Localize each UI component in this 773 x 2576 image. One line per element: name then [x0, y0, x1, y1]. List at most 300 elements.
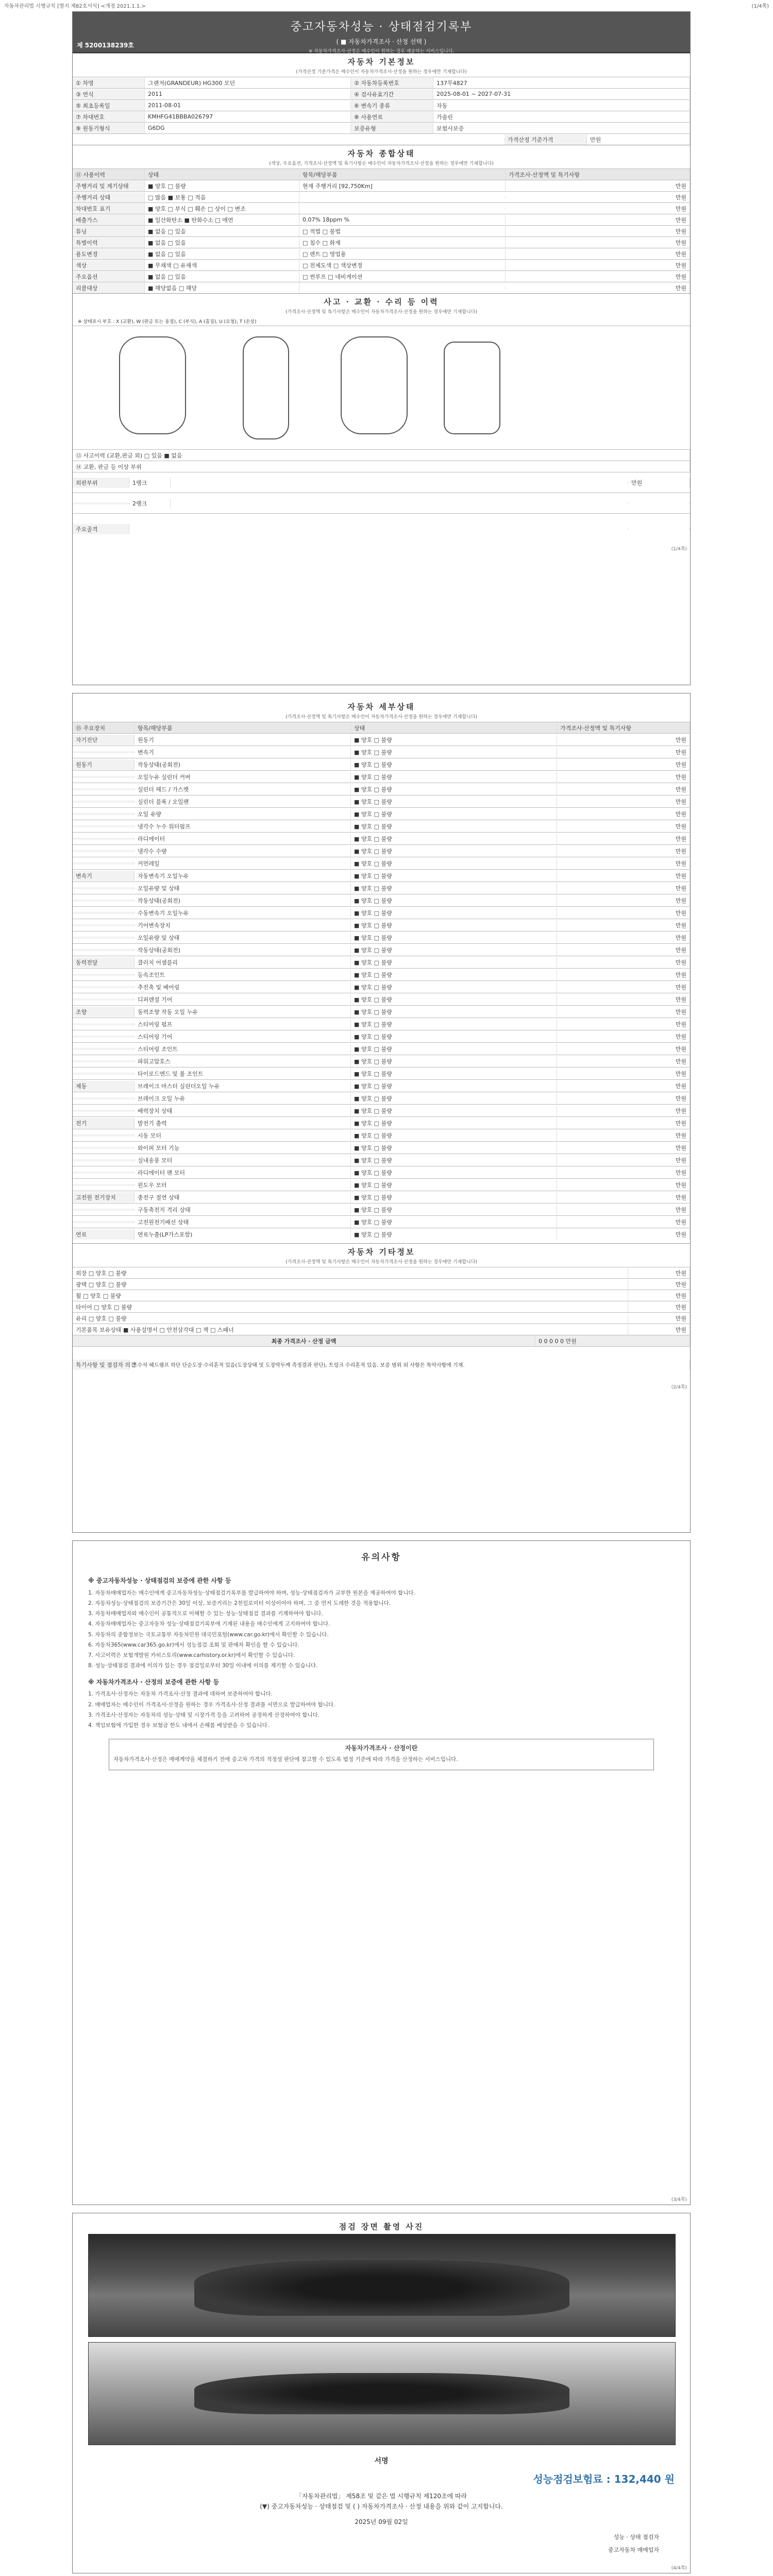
detail-item: 커먼레일 — [135, 858, 351, 869]
summary-section — [73, 145, 690, 293]
page-3 — [72, 1540, 691, 2205]
detail-amount: 만원 — [557, 1155, 690, 1165]
summary-row — [73, 202, 690, 214]
group-label — [73, 776, 135, 778]
special-notes: 조수석 헤드램프 하단 단순도장·수리흔적 있음(도장상태 및 도장막두께 측정결과 판단), 트렁크 수리흔적 있음. 보증 범위 외 사항은 특약사항에 기재. — [129, 1360, 690, 1369]
detail-item: 고전원전기배선 상태 — [135, 1217, 351, 1227]
detail-state: ■ 양호 □ 불량 — [351, 1031, 557, 1042]
detail-state: ■ 양호 □ 불량 — [351, 1143, 557, 1153]
notice-item: 7. 사고이력은 보험개발원 카히스토리(www.carhistory.or.kr)에서 확인할 수 있습니다. — [88, 1652, 295, 1659]
group-label: 조향 — [73, 1007, 135, 1017]
detail-amount: 만원 — [557, 1205, 690, 1215]
group-label — [73, 1036, 135, 1038]
notice-box-text: 자동차가격조사·산정은 매매계약을 체결하기 전에 중고차 가격의 적정성 판단에 참고할 수 있도록 법정 기준에 따라 가격을 산정하는 서비스입니다. — [113, 1756, 458, 1762]
summary-row — [73, 214, 690, 225]
summary-state: ■ 무채색 □ 유채색 — [145, 260, 299, 270]
detail-state: ■ 양호 □ 불량 — [351, 1081, 557, 1091]
group-label: 전기 — [73, 1118, 135, 1128]
detail-state: ■ 양호 □ 불량 — [351, 1019, 557, 1029]
detail-item: 작동상태(공회전) — [135, 895, 351, 906]
frame-label: 주요골격 — [73, 524, 129, 534]
detail-row — [73, 1104, 690, 1116]
notice-item: 6. 자동차365(www.car365.go.kr)에서 성능점검 조회 및 판매자 확인을 할 수 있습니다. — [88, 1641, 299, 1648]
group-label — [73, 1097, 135, 1099]
detail-amount: 만원 — [557, 920, 690, 930]
summary-state: □ 많음 ■ 보통 □ 적음 — [145, 192, 299, 202]
header-cell: ⑪ 사용이력 — [73, 170, 145, 180]
etc-amount: 만원 — [628, 1279, 690, 1290]
detail-item: 오일 유량 — [135, 809, 351, 819]
detail-row — [73, 1018, 690, 1030]
basic-row — [73, 77, 690, 88]
summary-row — [73, 259, 690, 270]
summary-detail: □ 침수 □ 화재 — [299, 238, 506, 248]
detail-row — [73, 783, 690, 795]
detail-item: 배력장치 상태 — [135, 1106, 351, 1116]
detail-row — [73, 832, 690, 844]
summary-detail: □ 썬루프 □ 네비게이션 — [299, 272, 506, 282]
group-label: 자기진단 — [73, 735, 135, 745]
detail-item: 기어변속장치 — [135, 920, 351, 930]
summary-detail: 0.07% 18ppm % — [299, 215, 506, 224]
document-topbar — [0, 0, 773, 10]
field-value: 가솔린 — [433, 112, 690, 122]
group-label: 동력전달 — [73, 957, 135, 968]
summary-detail: □ 적법 □ 불법 — [299, 226, 506, 236]
detail-state: ■ 양호 □ 불량 — [351, 747, 557, 757]
outer-label: 외판부위 — [73, 478, 129, 488]
detail-amount: 만원 — [557, 1229, 690, 1240]
repair-parts: ⑭ 교환, 판금 등 이상 부위 — [73, 462, 690, 472]
summary-amount: 만원 — [506, 272, 690, 282]
field-label: 보증유형 — [351, 123, 433, 133]
field-label: ⑥ 변속기 종류 — [351, 100, 433, 111]
detail-state: ■ 양호 □ 불량 — [351, 994, 557, 1005]
detail-item: 윈도우 모터 — [135, 1180, 351, 1190]
detail-state: ■ 양호 □ 불량 — [351, 933, 557, 943]
section-title: 자동차 종합상태 — [347, 149, 415, 158]
summary-state: ■ 없음 □ 있음 — [145, 272, 299, 282]
detail-state: ■ 양호 □ 불량 — [351, 759, 557, 770]
insurance-fee: 성능점검보험료 : 132,440 원 — [533, 2473, 675, 2485]
summary-item: 주행거리 및 계기상태 — [73, 181, 145, 191]
document-number: 제 5200138239호 — [77, 42, 134, 49]
page-footer: (2/4쪽) — [671, 1385, 687, 1390]
group-label — [73, 801, 135, 803]
summary-row — [73, 270, 690, 282]
summary-detail: 현재 주행거리 [92,750Km] — [299, 181, 506, 191]
page-4 — [72, 2213, 691, 2573]
detail-state: ■ 양호 □ 불량 — [351, 834, 557, 844]
summary-item: 튜닝 — [73, 226, 145, 236]
group-label — [73, 751, 135, 753]
detail-state: ■ 양호 □ 불량 — [351, 1155, 557, 1165]
summary-row — [73, 236, 690, 248]
detail-item: 원동기 — [135, 735, 351, 745]
detail-state: ■ 양호 □ 불량 — [351, 1180, 557, 1190]
detail-amount: 만원 — [557, 858, 690, 869]
header-cell: ⑮ 주요장치 — [73, 723, 135, 733]
field-value: 그랜저(GRANDEUR) HG300 모던 — [145, 78, 351, 88]
summary-detail — [299, 196, 506, 198]
summary-state: ■ 일산화탄소 ■ 탄화수소 □ 매연 — [145, 215, 299, 225]
inspection-photo-2 — [88, 2342, 676, 2445]
summary-item: 주행거리 상태 — [73, 192, 145, 202]
frame-row — [73, 513, 690, 544]
group-label: 고전원 전기장치 — [73, 1192, 135, 1202]
summary-row — [73, 191, 690, 202]
detail-amount: 만원 — [557, 821, 690, 832]
summary-item: 배출가스 — [73, 215, 145, 225]
detail-amount: 만원 — [557, 895, 690, 906]
detail-amount: 만원 — [557, 1056, 690, 1066]
detail-row — [73, 770, 690, 783]
group-label — [73, 986, 135, 988]
detail-state: ■ 양호 □ 불량 — [351, 1192, 557, 1202]
section-title: 자동차 기본정보 — [347, 57, 415, 66]
etc-row — [73, 1278, 690, 1290]
field-value: 보험사보증 — [433, 123, 690, 133]
etc-item: 기본품목 보유상태 ■ 사용설명서 □ 안전삼각대 □ 잭 □ 스패너 — [73, 1325, 628, 1335]
detail-row — [73, 1166, 690, 1178]
detail-amount: 만원 — [557, 1118, 690, 1128]
field-label: ⑧ 사용연료 — [351, 112, 433, 122]
detail-item: 추진축 및 베어링 — [135, 982, 351, 992]
price-value: 만원 — [587, 134, 690, 145]
section-note: (가격조사·산정액 및 특기사항은 매수인이 자동차가격조사·산정을 원하는 경우에만 기재합니다) — [285, 1260, 477, 1265]
detail-item: 라디에이터 팬 모터 — [135, 1167, 351, 1178]
accident-history-row — [73, 449, 690, 461]
detail-row — [73, 919, 690, 931]
detail-item: 등속조인트 — [135, 970, 351, 980]
notice-item: 2. 매매업자는 매수인이 가격조사·산정을 원하는 경우 가격조사·산정 결과를 서면으로 발급하여야 합니다. — [88, 1701, 335, 1708]
summary-item: 특별이력 — [73, 238, 145, 248]
page-footer: (3/4쪽) — [671, 2197, 687, 2202]
detail-state: ■ 양호 □ 불량 — [351, 1106, 557, 1116]
etc-row — [73, 1267, 690, 1278]
detail-state: ■ 양호 □ 불량 — [351, 1217, 557, 1227]
form-reference: 자동차관리법 시행규칙 [별지 제82호서식] <개정 2021.1.1.> — [4, 4, 146, 9]
summary-state: ■ 없음 □ 있음 — [145, 238, 299, 248]
document-title: 중고자동차성능 · 상태점검기록부 — [290, 21, 473, 33]
notice-item: 2. 자동차성능·상태점검의 보증기간은 30일 이상, 보증거리는 2천킬로미터 이상이어야 하며, 그 중 먼저 도래한 것을 적용합니다. — [88, 1600, 391, 1606]
detail-row — [73, 869, 690, 882]
detail-row — [73, 1042, 690, 1055]
header-cell: 가격조사·산정액 및 특기사항 — [506, 170, 690, 180]
summary-row — [73, 248, 690, 259]
etc-item: 광택 □ 양호 □ 불량 — [73, 1279, 628, 1290]
group-label — [73, 1184, 135, 1186]
detail-item: 작동상태(공회전) — [135, 945, 351, 955]
summary-amount: 만원 — [506, 204, 690, 214]
detail-amount: 만원 — [557, 1180, 690, 1190]
detail-amount: 만원 — [557, 759, 690, 770]
header-cell: 항목/해당부품 — [299, 170, 506, 180]
group-label — [73, 1023, 135, 1025]
group-label — [73, 1048, 135, 1050]
detail-amount: 만원 — [557, 1167, 690, 1178]
detail-amount: 만원 — [557, 994, 690, 1005]
detail-state: ■ 양호 □ 불량 — [351, 796, 557, 807]
detail-item: 라디에이터 — [135, 834, 351, 844]
detail-row — [73, 1228, 690, 1240]
detail-amount: 만원 — [557, 772, 690, 782]
group-label — [73, 974, 135, 976]
detail-row — [73, 795, 690, 807]
group-label — [73, 912, 135, 914]
notice-item: 3. 가격조사·산정자는 자동차의 성능·상태 및 시장가격 등을 고려하여 공정하게 산정하여야 합니다. — [88, 1711, 320, 1718]
detail-state: ■ 양호 □ 불량 — [351, 772, 557, 782]
detail-row — [73, 1116, 690, 1129]
detail-item: 스티어링 기어 — [135, 1031, 351, 1042]
field-value: 자동 — [433, 100, 690, 111]
header-cell: 가격조사·산정액 및 특기사항 — [557, 723, 690, 733]
total-label: 최종 가격조사 · 산정 금액 — [73, 1336, 535, 1346]
basic-info-section — [73, 53, 690, 145]
detail-row — [73, 820, 690, 832]
special-notes-row: 특기사항 및 점검자 의견 조수석 헤드램프 하단 단순도장·수리흔적 있음(도장상태 및 도장막두께 측정결과 판단), 트렁크 수리흔적 있음. 보증 범위 외 사항은 특약사항에 기재. — [73, 1346, 690, 1382]
summary-amount: 만원 — [506, 238, 690, 248]
detail-row — [73, 956, 690, 968]
detail-row — [73, 931, 690, 943]
group-label: 원동기 — [73, 759, 135, 770]
summary-row — [73, 225, 690, 236]
detail-item: 와이퍼 모터 기능 — [135, 1143, 351, 1153]
detail-amount: 만원 — [557, 796, 690, 807]
detail-amount: 만원 — [557, 883, 690, 893]
group-label — [73, 1209, 135, 1211]
basic-row — [73, 111, 690, 122]
detail-state: ■ 양호 □ 불량 — [351, 809, 557, 819]
law-line-2: (▼) 중고자동차성능 · 상태점검 및 ( ) 자동차가격조사 · 산정 내용을 위와 같이 고지합니다. — [260, 2503, 503, 2510]
group-label — [73, 813, 135, 815]
detail-row — [73, 807, 690, 820]
field-value: 2011-08-01 — [145, 101, 351, 110]
summary-detail: □ 전체도색 □ 색상변경 — [299, 260, 506, 270]
detail-amount: 만원 — [557, 945, 690, 955]
summary-amount: 만원 — [506, 226, 690, 236]
repair-parts-row — [73, 461, 690, 472]
summary-state: ■ 양호 □ 불량 — [145, 181, 299, 191]
detail-row — [73, 993, 690, 1005]
group-label — [73, 850, 135, 852]
detail-state: ■ 양호 □ 불량 — [351, 1093, 557, 1104]
section-title: 자동차 기타정보 — [347, 1247, 415, 1257]
summary-detail: □ 렌트 □ 영업용 — [299, 249, 506, 259]
law-line-1: 「자동차관리법」 제58조 및 같은 법 시행규칙 제120조에 따라 — [295, 2493, 467, 2500]
rank2-label: 2랭크 — [129, 498, 171, 509]
photos-title: 점검 장면 촬영 사진 — [339, 2222, 424, 2231]
group-label — [73, 1073, 135, 1075]
summary-detail — [299, 287, 506, 289]
summary-item: 용도변경 — [73, 249, 145, 259]
notice-body — [73, 1564, 690, 1785]
group-label — [73, 1159, 135, 1161]
group-label — [73, 900, 135, 902]
detail-row — [73, 1129, 690, 1141]
detail-state: ■ 양호 □ 불량 — [351, 1167, 557, 1178]
detail-amount: 만원 — [557, 1130, 690, 1141]
accident-history: ⑬ 사고이력 (교환,판금 외) □ 있음 ■ 없음 — [73, 450, 690, 461]
header-cell: 상태 — [145, 170, 299, 180]
detail-item: 충전구 절연 상태 — [135, 1192, 351, 1202]
page-1 — [72, 11, 691, 685]
notice-title: 유의사항 — [361, 1552, 401, 1563]
detail-item: 시동 모터 — [135, 1130, 351, 1141]
detail-row — [73, 1005, 690, 1018]
detail-row — [73, 882, 690, 894]
detail-amount: 만원 — [557, 1093, 690, 1104]
summary-row — [73, 282, 690, 293]
detail-item: 냉각수 누수 워터펌프 — [135, 821, 351, 832]
detail-item: 디퍼렌셜 기어 — [135, 994, 351, 1005]
notice-item: 4. 자동차매매업자는 중고자동차 성능·상태점검기록부에 기재된 내용을 매수인에게 고지하여야 합니다. — [88, 1621, 330, 1628]
field-label: ① 차명 — [73, 78, 145, 88]
header-cell: 상태 — [351, 723, 557, 733]
detail-row — [73, 745, 690, 758]
detail-row — [73, 1030, 690, 1042]
sign-date: 2025년 09월 02일 — [355, 2518, 408, 2526]
detail-state: ■ 양호 □ 불량 — [351, 1007, 557, 1017]
detail-row — [73, 1178, 690, 1191]
page-footer: (4/4쪽) — [671, 2566, 687, 2571]
detail-state: ■ 양호 □ 불량 — [351, 1044, 557, 1054]
etc-amount: 만원 — [628, 1268, 690, 1278]
field-label: ② 자동차등록번호 — [351, 78, 433, 88]
detail-item: 작동상태(공회전) — [135, 759, 351, 770]
detail-item: 자동변속기 오일누유 — [135, 871, 351, 881]
group-label — [73, 838, 135, 840]
header-cell: 항목/해당부품 — [135, 723, 351, 733]
detail-item: 실린더 헤드 / 가스켓 — [135, 784, 351, 794]
group-label — [73, 924, 135, 926]
field-value: 2011 — [145, 90, 351, 98]
field-label: ④ 검사유효기간 — [351, 89, 433, 99]
summary-detail — [299, 208, 506, 210]
detail-state: ■ 양호 □ 불량 — [351, 821, 557, 832]
summary-row — [73, 180, 690, 191]
summary-amount: 만원 — [506, 260, 690, 270]
detail-state: ■ 양호 □ 불량 — [351, 1118, 557, 1128]
detail-amount: 만원 — [557, 957, 690, 968]
document-header — [73, 12, 690, 53]
detail-header-row — [73, 722, 690, 733]
detail-state: ■ 양호 □ 불량 — [351, 846, 557, 856]
detail-item: 연료누출(LP가스포함) — [135, 1229, 351, 1240]
detail-state: ■ 양호 □ 불량 — [351, 970, 557, 980]
section-title: 사고 · 교환 · 수리 등 이력 — [324, 297, 439, 307]
field-label: ⑤ 최초등록일 — [73, 100, 145, 111]
page-2 — [72, 693, 691, 1533]
notice-subtitle-1: ※ 중고자동차성능 · 상태점검의 보증에 관한 사항 등 — [88, 1577, 231, 1584]
car-rear-view — [341, 336, 408, 434]
detail-row — [73, 1141, 690, 1154]
car-diagram — [73, 326, 690, 449]
detail-state: ■ 양호 □ 불량 — [351, 957, 557, 968]
detail-amount: 만원 — [557, 1019, 690, 1029]
section-note: (색상, 주요옵션, 가격조사·산정액 및 특기사항은 매수인이 자동차가격조사·산정을 원하는 경우에만 기재합니다) — [269, 161, 494, 166]
notice-item: 4. 책임보험에 가입한 경우 보험금 한도 내에서 손해를 배상받을 수 있습니다. — [88, 1722, 270, 1729]
summary-amount: 만원 — [506, 249, 690, 259]
notice-box — [109, 1739, 654, 1770]
etc-amount: 만원 — [628, 1313, 690, 1324]
detail-row — [73, 758, 690, 770]
field-label: ③ 연식 — [73, 89, 145, 99]
detail-item: 스티어링 조인트 — [135, 1044, 351, 1054]
detail-row — [73, 1191, 690, 1203]
summary-amount: 만원 — [506, 181, 690, 191]
detail-row — [73, 1079, 690, 1092]
etc-section — [73, 1243, 690, 1382]
detail-amount: 만원 — [557, 933, 690, 943]
summary-header-row — [73, 168, 690, 180]
detail-state: ■ 양호 □ 불량 — [351, 784, 557, 794]
detail-amount: 만원 — [557, 1192, 690, 1202]
detail-item: 파워고압호스 — [135, 1056, 351, 1066]
detail-item: 실린더 블록 / 오일팬 — [135, 796, 351, 807]
detail-row — [73, 980, 690, 993]
detail-state: ■ 양호 □ 불량 — [351, 1056, 557, 1066]
detail-item: 오일유량 및 상태 — [135, 883, 351, 893]
detail-amount: 만원 — [557, 1106, 690, 1116]
detail-item: 구동축전지 격리 상태 — [135, 1205, 351, 1215]
notice-box-title: 자동차가격조사 · 산정이란 — [345, 1744, 418, 1752]
group-label — [73, 1172, 135, 1174]
detail-item: 브레이크 마스터 실린더오일 누유 — [135, 1081, 351, 1091]
page-footer: (1/4쪽) — [671, 547, 687, 552]
detail-amount: 만원 — [557, 908, 690, 918]
basic-row — [73, 99, 690, 111]
detail-item: 동력조향 작동 오일 누유 — [135, 1007, 351, 1017]
detail-amount: 만원 — [557, 1143, 690, 1153]
notice-item: 8. 성능·상태점검 결과에 이의가 있는 경우 점검일로부터 30일 이내에 이의를 제기할 수 있습니다. — [88, 1663, 318, 1669]
field-value: 137무4827 — [433, 78, 690, 88]
header-note: ※ 자동차가격조사·산정은 매수인이 원하는 경우 제공하는 서비스입니다. — [308, 49, 455, 54]
detail-state: ■ 양호 □ 불량 — [351, 858, 557, 869]
notice-item: 3. 자동차매매업자와 매수인이 공통적으로 이해할 수 있는 성능·상태점검 결과를 기재하여야 합니다. — [88, 1611, 323, 1617]
etc-item: 타이어 □ 양호 □ 불량 — [73, 1302, 628, 1312]
car-top-view — [243, 336, 289, 439]
car-front-view — [119, 336, 186, 434]
detail-item: 클러치 어셈블리 — [135, 957, 351, 968]
group-label — [73, 1060, 135, 1062]
detail-state: ■ 양호 □ 불량 — [351, 945, 557, 955]
summary-state: ■ 양호 □ 부식 □ 훼손 □ 상이 □ 변조 — [145, 204, 299, 214]
detail-row — [73, 1154, 690, 1166]
total-row — [73, 1335, 690, 1346]
outer-panel-row — [73, 472, 690, 493]
detail-row — [73, 857, 690, 869]
page-indicator: (1/4쪽) — [751, 4, 769, 9]
detail-amount: 만원 — [557, 784, 690, 794]
group-label — [73, 862, 135, 865]
field-label: ⑦ 차대번호 — [73, 112, 145, 122]
sign-title: 서명 — [374, 2457, 389, 2465]
field-value: KMHFG41BBBA026797 — [145, 112, 351, 121]
summary-item: 색상 — [73, 260, 145, 270]
group-label — [73, 1147, 135, 1149]
detail-state: ■ 양호 □ 불량 — [351, 895, 557, 906]
summary-state: ■ 없음 □ 있음 — [145, 249, 299, 259]
group-label: 연료 — [73, 1229, 135, 1240]
detail-row — [73, 943, 690, 956]
detail-amount: 만원 — [557, 809, 690, 819]
summary-amount: 만원 — [506, 192, 690, 202]
summary-item: 리콜대상 — [73, 283, 145, 293]
detail-state: ■ 양호 □ 불량 — [351, 871, 557, 881]
detail-row — [73, 968, 690, 980]
inspection-photo-1 — [88, 2234, 676, 2337]
